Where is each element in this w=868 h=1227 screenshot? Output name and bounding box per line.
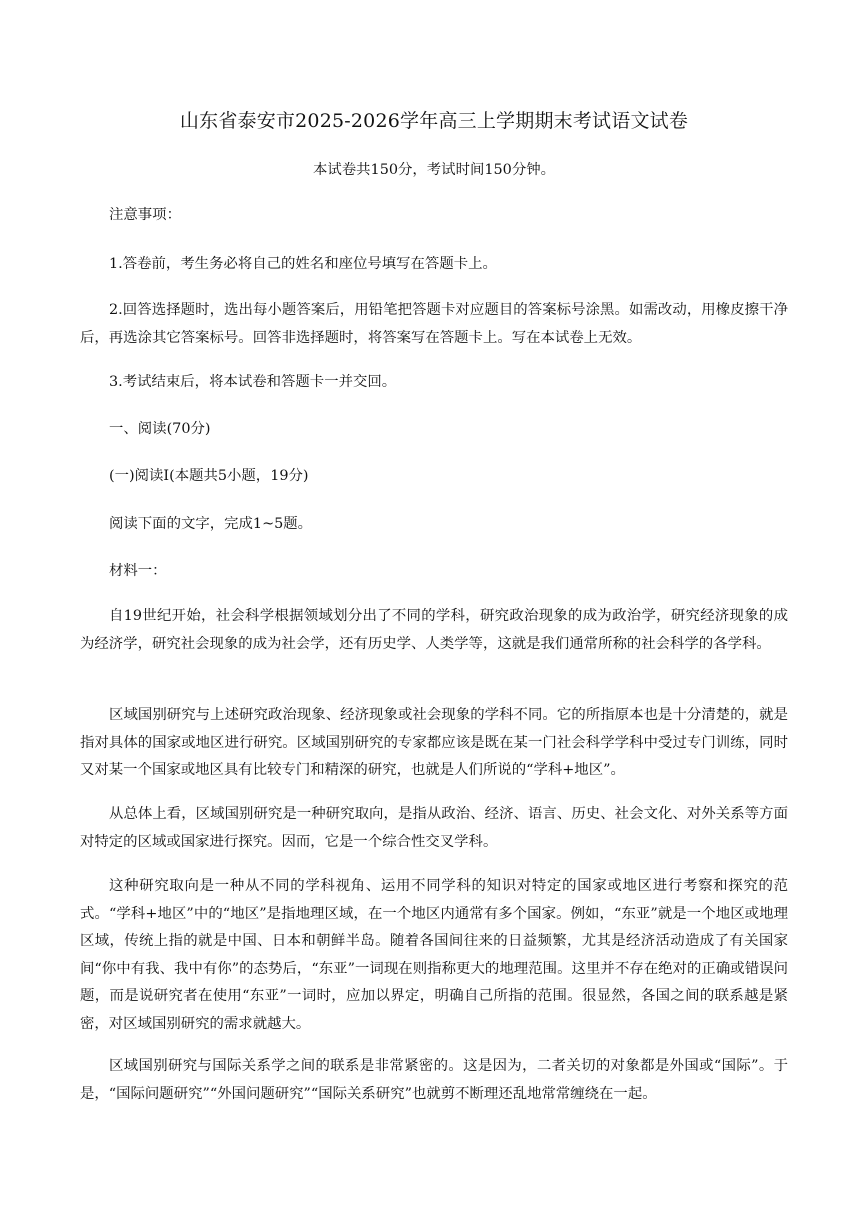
- paragraph-1: 自19世纪开始，社会科学根据领域划分出了不同的学科，研究政治现象的成为政治学，研究经济现象的成为经济学，研究社会现象的成为社会学，还有历史学、人类学等，这就是我们通常所称的社会科学的各学科。: [80, 608, 788, 652]
- paragraph-5: 区域国别研究与国际关系学之间的联系是非常紧密的。这是因为，二者关切的对象都是外国或“国际”。于是，“国际问题研究”“外国问题研究”“国际关系研究”也就剪不断理还乱地常常缠绕在一起。: [80, 1058, 788, 1102]
- notice-item-1: 1.答卷前，考生务必将自己的姓名和座位号填写在答题卡上。: [109, 256, 497, 272]
- notice-heading: 注意事项：: [109, 207, 181, 223]
- subsection-heading: (一)阅读Ⅰ(本题共5小题，19分): [109, 468, 309, 484]
- paragraph-3: 从总体上看，区域国别研究是一种研究取向，是指从政治、经济、语言、历史、社会文化、对外关系等方面对特定的区域或国家进行探究。因而，它是一个综合性交叉学科。: [80, 806, 788, 850]
- reading-instruction: 阅读下面的文字，完成1~5题。: [109, 516, 313, 532]
- paragraph-2: 区域国别研究与上述研究政治现象、经济现象或社会现象的学科不同。它的所指原本也是十分清楚的，就是指对具体的国家或地区进行研究。区域国别研究的专家都应该是既在某一门社会科学学科中受过专门训练，同时又对某一个国家或地区具有比较专门和精深的研究，也就是人们所说的“学科+地区”。: [80, 707, 788, 778]
- page-title: 山东省泰安市2025-2026学年高三上学期期末考试语文试卷: [179, 110, 689, 132]
- exam-info: 本试卷共150分，考试时间150分钟。: [312, 162, 555, 178]
- material-label: 材料一：: [109, 563, 167, 579]
- notice-item-3: 3.考试结束后，将本试卷和答题卡一并交回。: [109, 374, 397, 390]
- section-heading: 一、阅读(70分): [109, 421, 211, 437]
- notice-item-2: 2.回答选择题时，选出每小题答案后，用铅笔把答题卡对应题目的答案标号涂黑。如需改动，用橡皮擦干净后，再选涂其它答案标号。回答非选择题时，将答案写在答题卡上。写在本试卷上无效。: [80, 302, 788, 346]
- paragraph-4: 这种研究取向是一种从不同的学科视角、运用不同学科的知识对特定的国家或地区进行考察和探究的范式。“学科+地区”中的“地区”是指地理区域，在一个地区内通常有多个国家。例如，“东亚”就是一个地区或地理区域，传统上指的就是中国、日本和朝鲜半岛。随着各国间往来的日益频繁，尤其是经济活动造成了有关国家间“你中有我、我中有你”的态势后，“东亚”一词现在则指称更大的地理范围。这里并不存在绝对的正确或错误问题，而是说研究者在使用“东亚”一词时，应加以界定，明确自己所指的范围。很显然，各国之间的联系越是紧密，对区域国别研究的需求就越大。: [80, 878, 788, 1032]
